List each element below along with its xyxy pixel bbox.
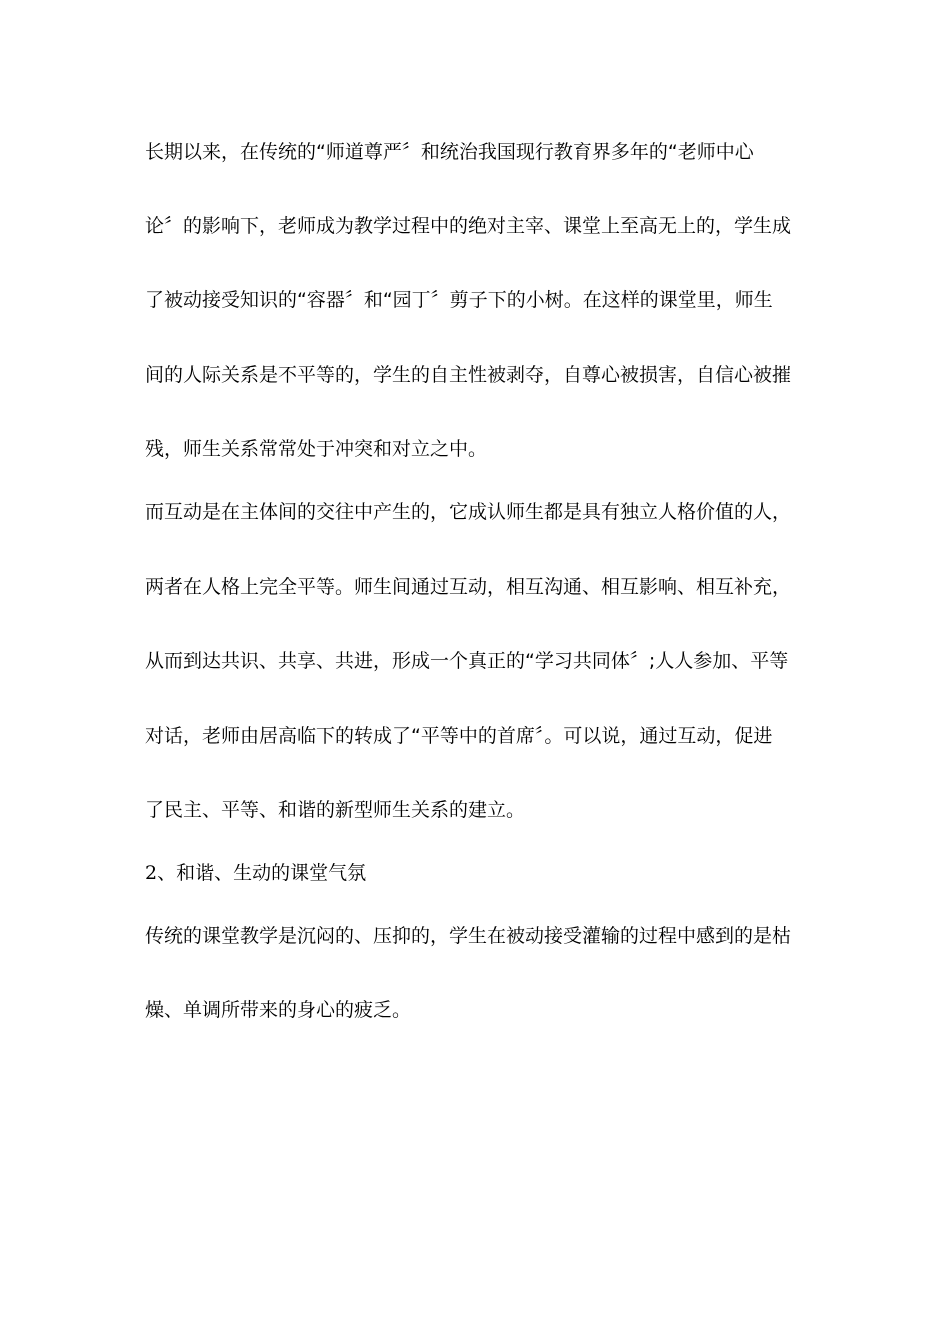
paragraph-line: 间的人际关系是不平等的，学生的自主性被剥夺，自尊心被损害，自信心被摧 [145, 364, 792, 386]
paragraph-line: 传统的课堂教学是沉闷的、压抑的，学生在被动接受灌输的过程中感到的是枯 [145, 925, 792, 947]
paragraph-line: 而互动是在主体间的交往中产生的，它成认师生都是具有独立人格价值的人， [145, 501, 792, 523]
paragraph-line: 残，师生关系常常处于冲突和对立之中。 [145, 438, 488, 460]
section-heading: 2、和谐、生动的课堂气氛 [145, 862, 367, 884]
paragraph-line: 从而到达共识、共享、共进，形成一个真正的“学习共同体〞;人人参加、平等 [145, 650, 789, 672]
paragraph-line: 两者在人格上完全平等。师生间通过互动，相互沟通、相互影响、相互补充， [145, 576, 792, 598]
paragraph-line: 了民主、平等、和谐的新型师生关系的建立。 [145, 799, 526, 821]
paragraph-line: 了被动接受知识的“容器〞和“园丁〞剪子下的小树。在这样的课堂里，师生 [145, 289, 773, 311]
paragraph-line: 论〞的影响下，老师成为教学过程中的绝对主宰、课堂上至高无上的，学生成 [145, 215, 792, 237]
paragraph-line: 长期以来，在传统的“师道尊严〞和统治我国现行教育界多年的“老师中心 [145, 141, 754, 163]
paragraph-line: 燥、单调所带来的身心的疲乏。 [145, 999, 412, 1021]
paragraph-line: 对话，老师由居高临下的转成了“平等中的首席〞。可以说，通过互动，促进 [145, 725, 773, 747]
